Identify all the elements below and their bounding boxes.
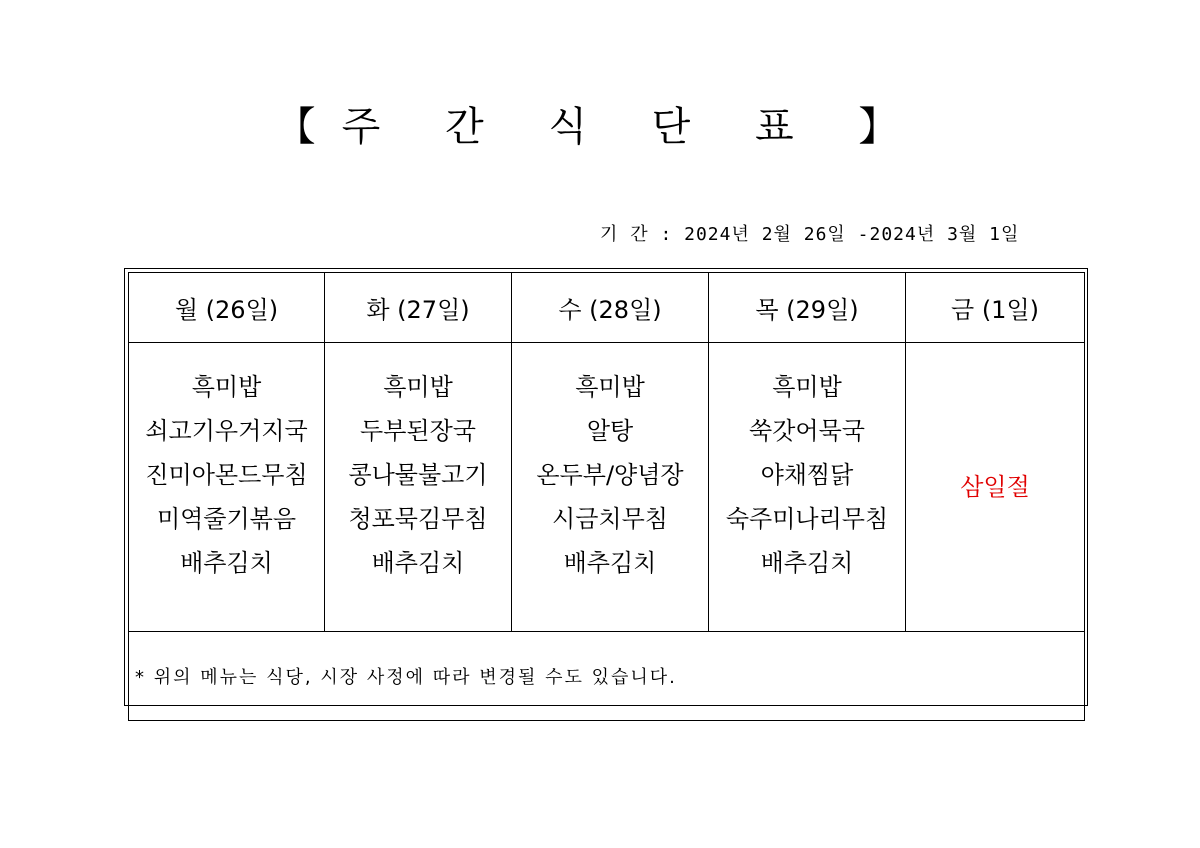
menu-change-note: * 위의 메뉴는 식당, 시장 사정에 따라 변경될 수도 있습니다. [129,632,1085,721]
menu-item: 진미아몬드무침 [145,461,308,489]
menu-item: 흑미밥 [191,373,262,401]
day-header-row [129,273,1085,343]
menu-item: 숙주미나리무침 [725,505,889,533]
menu-cell-thu [709,343,906,632]
menu-item: 배추김치 [760,549,854,577]
menu-item: 두부된장국 [360,417,476,445]
menu-table-frame [124,268,1088,706]
menu-item: 미역줄기볶음 [156,505,297,533]
day-header-mon: 월 (26일) [129,273,325,343]
day-header-thu: 목 (29일) [709,273,906,343]
menu-item: 시금치무침 [552,505,668,533]
note-row [129,632,1085,721]
menu-item: 배추김치 [563,549,657,577]
menu-item: 온두부/양념장 [536,461,684,489]
day-header-wed: 수 (28일) [512,273,709,343]
menu-item: 청포묵김무침 [348,505,488,533]
menu-cell-wed [512,343,709,632]
menu-cell-tue [325,343,512,632]
day-header-tue: 화 (27일) [325,273,512,343]
menu-item: 콩나물불고기 [348,461,488,489]
page-title: 【주 간 식 단 표 】 [275,104,925,150]
menu-item: 흑미밥 [383,373,453,401]
menu-item: 쑥갓어묵국 [749,417,865,445]
menu-item: 흑미밥 [575,373,645,401]
menu-item: 알탕 [586,417,634,445]
day-header-fri: 금 (1일) [906,273,1085,343]
menu-item: 배추김치 [180,549,273,577]
menu-items-row [129,343,1085,632]
menu-item: 흑미밥 [772,373,842,401]
menu-item: 쇠고기우거지국 [145,417,308,445]
menu-item: 야채찜닭 [760,461,854,489]
weekly-menu-table [128,272,1085,721]
menu-cell-mon [129,343,325,632]
menu-item: 배추김치 [371,549,465,577]
holiday-cell-fri: 삼일절 [906,343,1085,632]
menu-period: 기 간 : 2024년 2월 26일 -2024년 3월 1일 [600,224,1020,245]
